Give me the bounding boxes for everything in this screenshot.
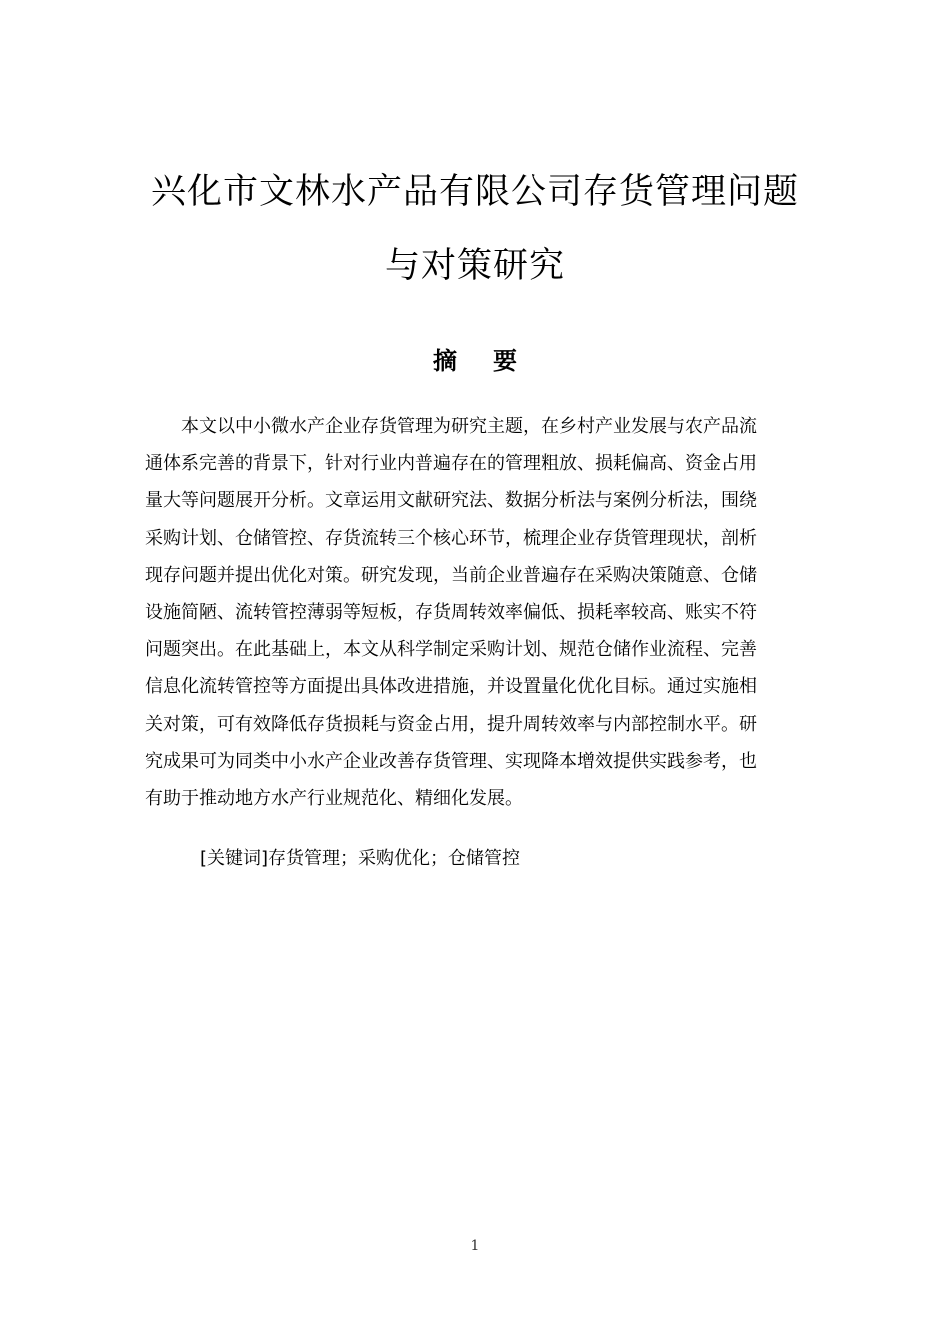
keywords: [关键词]存货管理；采购优化；仓储管控 bbox=[200, 848, 521, 869]
abstract-line: 设施简陋、流转管控薄弱等短板，存货周转效率偏低、损耗率较高、账实不符 bbox=[145, 601, 757, 623]
page-number: 1 bbox=[470, 1238, 480, 1254]
abstract-line: 信息化流转管控等方面提出具体改进措施，并设置量化优化目标。通过实施相 bbox=[145, 676, 757, 698]
paper-title-line-1: 兴化市文林水产品有限公司存货管理问题 bbox=[150, 172, 799, 212]
abstract-heading: 摘要 bbox=[433, 347, 553, 375]
abstract-line: 量大等问题展开分析。文章运用文献研究法、数据分析法与案例分析法，围绕 bbox=[145, 490, 757, 512]
abstract-line: 现存问题并提出优化对策。研究发现，当前企业普遍存在采购决策随意、仓储 bbox=[145, 564, 757, 586]
abstract-line: 采购计划、仓储管控、存货流转三个核心环节，梳理企业存货管理现状，剖析 bbox=[145, 527, 757, 549]
abstract-line: 问题突出。在此基础上，本文从科学制定采购计划、规范仓储作业流程、完善 bbox=[145, 639, 757, 661]
abstract-body bbox=[145, 408, 805, 817]
abstract-line: 本文以中小微水产企业存货管理为研究主题，在乡村产业发展与农产品流 bbox=[181, 416, 757, 437]
abstract-line: 关对策，可有效降低存货损耗与资金占用，提升周转效率与内部控制水平。研 bbox=[145, 713, 757, 735]
paper-title-line-2: 与对策研究 bbox=[384, 246, 565, 286]
abstract-line: 通体系完善的背景下，针对行业内普遍存在的管理粗放、损耗偏高、资金占用 bbox=[145, 453, 757, 475]
abstract-line: 有助于推动地方水产行业规范化、精细化发展。 bbox=[145, 787, 523, 809]
abstract-line: 究成果可为同类中小水产企业改善存货管理、实现降本增效提供实践参考，也 bbox=[145, 750, 757, 772]
